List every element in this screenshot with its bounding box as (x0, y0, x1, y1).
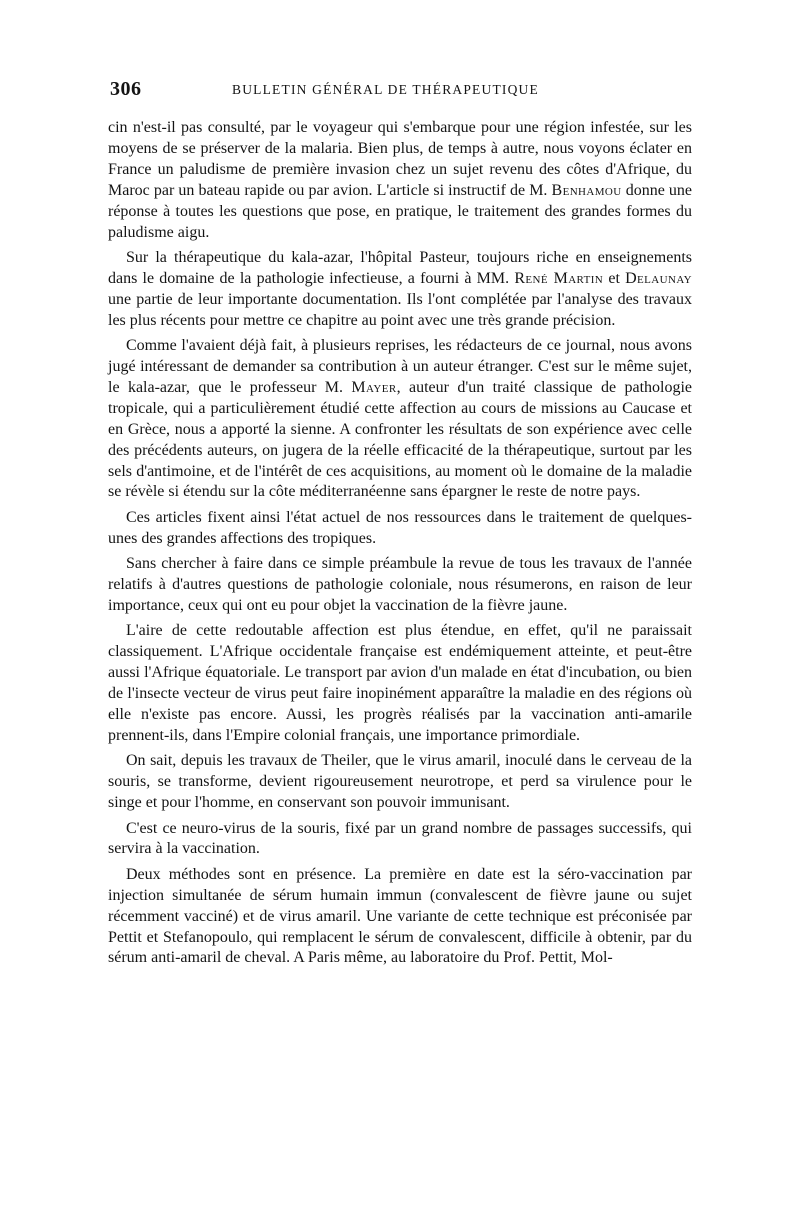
paragraph-text: Sans chercher à faire dans ce simple préambule la revue de tous les travaux de l'année relatifs à d'autres questions de pathologie coloniale, nous résumerons, en raison de leur importance, ceux qui ont eu pour objet la vaccination de la fièvre jaune. (108, 555, 692, 614)
author-name: Mayer (351, 378, 397, 396)
paragraph (108, 508, 692, 550)
paragraph (108, 336, 692, 503)
paragraph (108, 554, 692, 617)
running-title: BULLETIN GÉNÉRAL DE THÉRAPEUTIQUE (232, 82, 539, 97)
author-name: René Martin (514, 269, 604, 287)
paragraph (108, 865, 692, 970)
paragraph-text: Deux méthodes sont en présence. La première en date est la séro-vaccination par injection simultanée de sérum humain immun (convalescent de fièvre jaune ou sujet récemment vacciné) et de virus amaril. Une variante de cette technique est préconisée par Pettit et Stefanopoulo, qui remplacent le sérum de convalescent, difficile à obtenir, par du sérum anti-amaril de cheval. A Paris même, au laboratoire du Prof. Pettit, Mol- (108, 865, 692, 967)
paragraph (108, 819, 692, 861)
paragraph (108, 621, 692, 746)
paragraph (108, 751, 692, 814)
paragraph-text: Sur la thérapeutique du kala-azar, l'hôpital Pasteur, toujours riche en enseignements dans le domaine de la pathologie infectieuse, a fourni à MM. (108, 248, 692, 287)
page-number: 306 (110, 78, 142, 100)
body-text (108, 118, 692, 969)
book-page (108, 72, 692, 969)
paragraph-text: cin n'est-il pas consulté, par le voyageur qui s'embarque pour une région infestée, sur les moyens de se préserver de la malaria. Bien plus, de temps à autre, nous voyons éclater en France un paludisme de première invasion chez un sujet revenu des côtes d'Afrique, du Maroc par un bateau rapide ou par avion. L'article si instructif de M. (108, 119, 692, 199)
paragraph-text: et (603, 269, 626, 287)
paragraph-text: donne une réponse à toutes les questions que pose, en pratique, le traitement des grandes formes du paludisme aigu. (108, 181, 693, 241)
paragraph-text: , auteur d'un traité classique de pathologie tropicale, qui a particulièrement étudié cette affection au cours de missions au Caucase et en Grèce, nous a apporté la sienne. A confronter les résultats de son expérience avec celle des précédents auteurs, on jugera de la réelle efficacité de la thérapeutique, surtout par les sels d'antimoine, et de l'intérêt de ces acquisitions, au moment où le domaine de la maladie se révèle si étendu sur la côte méditerranéenne sans épargner le reste de notre pays. (108, 378, 692, 501)
paragraph-text: L'aire de cette redoutable affection est plus étendue, en effet, qu'il ne paraissait classiquement. L'Afrique occidentale française est endémiquement atteinte, et peut-être aussi l'Afrique équatoriale. Le transport par avion d'un malade en état d'incubation, ou bien de l'insecte vecteur de virus peut faire inopinément apparaître la maladie en des régions où elle n'existe pas encore. Aussi, les progrès réalisés par la vaccination anti-amarile prennent-ils, dans l'Empire colonial français, une importance primordiale. (108, 622, 692, 744)
paragraph-text: Ces articles fixent ainsi l'état actuel de nos ressources dans le traitement de quelques-unes des grandes affections des tropiques. (108, 508, 692, 547)
author-name: Delaunay (625, 269, 692, 287)
paragraph-text: Comme l'avaient déjà fait, à plusieurs reprises, les rédacteurs de ce journal, nous avons jugé intéressant de demander sa contribution à un auteur étranger. C'est sur le même sujet, le kala-azar, que le professeur M. (108, 337, 692, 396)
paragraph-text: On sait, depuis les travaux de Theiler, que le virus amaril, inoculé dans le cerveau de la souris, se transforme, devient rigoureusement neurotrope, et perd sa virulence pour le singe et pour l'homme, en conservant son pouvoir immunisant. (108, 752, 692, 812)
paragraph (108, 248, 692, 332)
author-name: Benhamou (551, 181, 622, 199)
running-head (108, 72, 692, 106)
paragraph (108, 118, 692, 243)
paragraph-text: C'est ce neuro-virus de la souris, fixé par un grand nombre de passages successifs, qui servira à la vaccination. (108, 819, 692, 858)
paragraph-text: une partie de leur importante documentation. Ils l'ont complétée par l'analyse des travaux les plus récents pour mettre ce chapitre au point avec une très grande précision. (108, 290, 692, 329)
